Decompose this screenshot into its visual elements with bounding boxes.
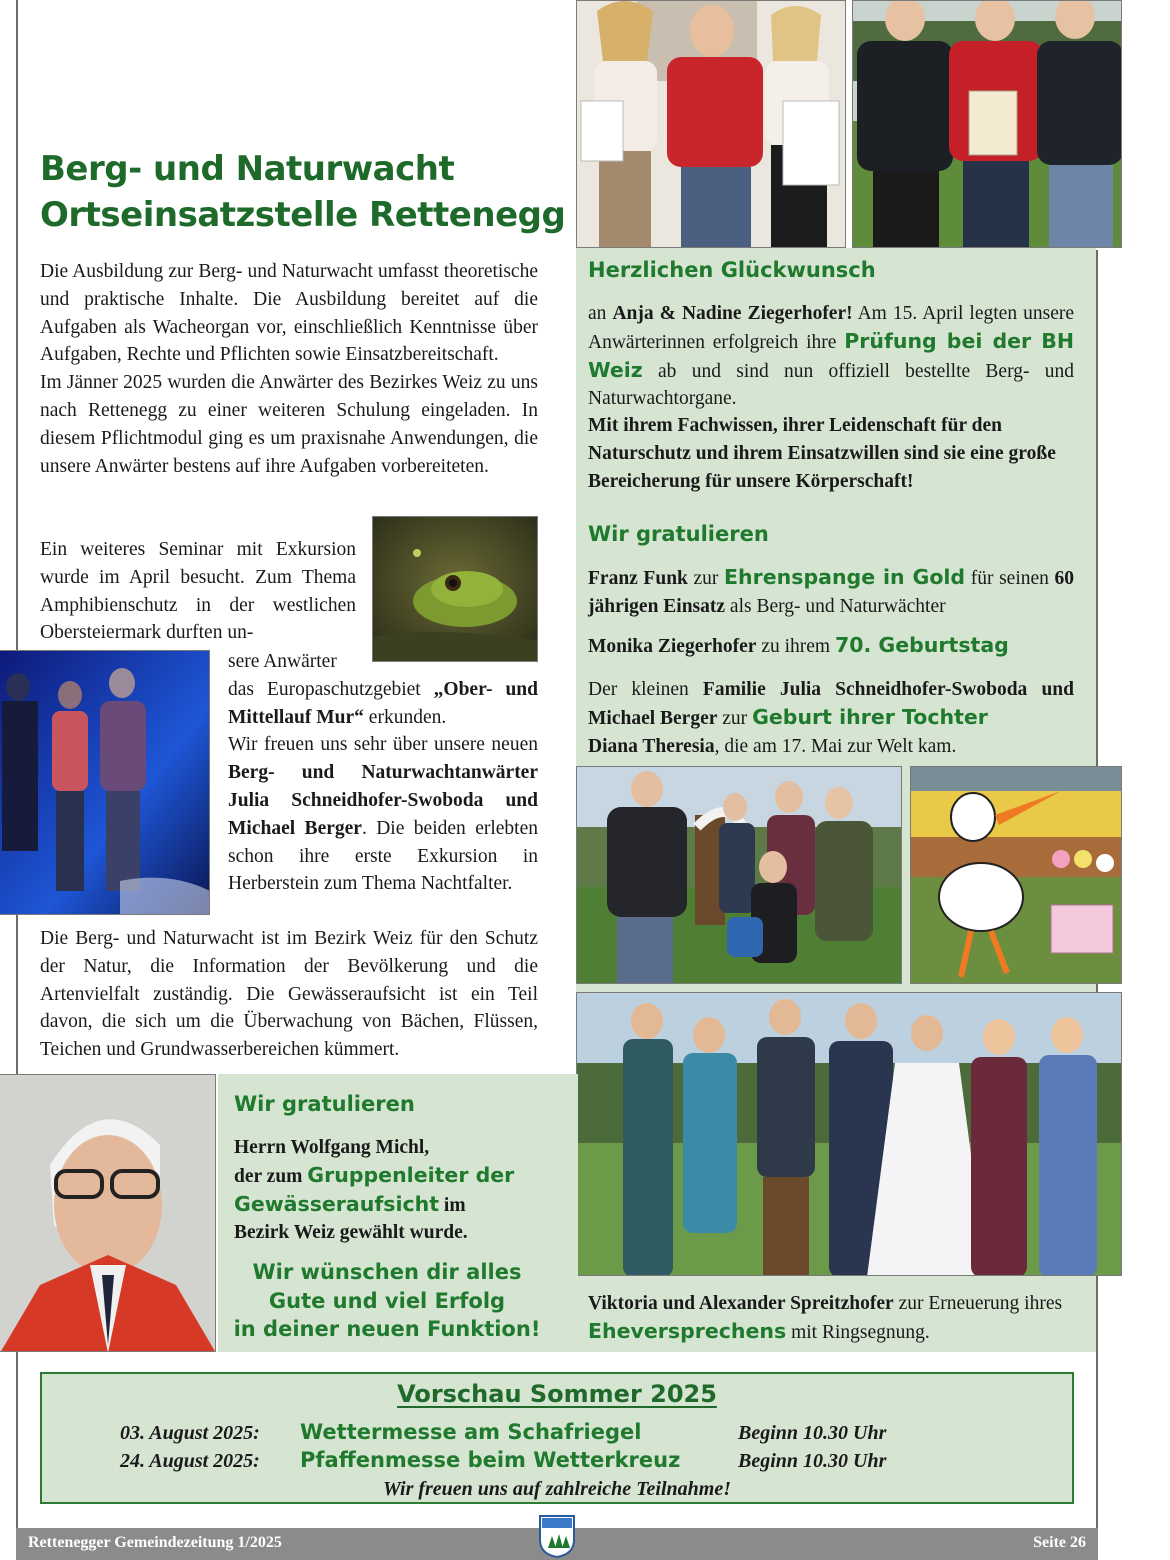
michl-line-2 — [234, 1162, 574, 1220]
monika-b: zu ihrem — [756, 636, 835, 657]
congrats-text-1 — [588, 300, 1074, 413]
monika-highlight: 70. Geburtstag — [834, 633, 1009, 657]
p3-text-b: „Ober- und Mittellauf Mur“ — [228, 678, 538, 728]
wish-line-1: Wir wünschen dir alles — [252, 1260, 522, 1284]
event-name: Pfaffenmesse beim Wetterkreuz — [300, 1448, 681, 1472]
fam-baby-name: Diana Theresia — [588, 735, 715, 757]
t1-names: Anja & Nadine Ziegerhofer! — [612, 303, 853, 324]
title-line-2: Ortseinsatzstelle Rettenegg — [40, 195, 566, 235]
michl-l2-a: der zum — [234, 1165, 308, 1187]
funk-name: Franz Funk — [588, 568, 688, 589]
michl-line-1: Herrn Wolfgang Michl, — [234, 1137, 430, 1158]
funk-c: für seinen — [965, 568, 1055, 589]
wedding-names: Viktoria und Alexander Spreitzhofer — [588, 1293, 894, 1314]
photo-wedding — [576, 992, 1122, 1276]
article-paragraph-4 — [228, 731, 538, 898]
t1-highlight: Prüfung bei der BH Weiz — [588, 328, 1074, 382]
p3-text-c: erkunden. — [363, 706, 447, 728]
funk-years: 60 jährigen Einsatz — [588, 568, 1075, 617]
michl-wishes — [222, 1258, 552, 1344]
p4-text-b: Berg- und Naturwachtanwärter Julia Schneidhofer-Swoboda und Michael Berger — [228, 762, 538, 839]
article-paragraph-3a: Ein weiteres Seminar mit Exkursion wurde im April besucht. Zum Thema Amphibienschutz in der westlichen Obersteiermark durften un- — [40, 539, 356, 644]
event-time: Beginn 10.30 Uhr — [738, 1422, 887, 1444]
preview-summer-box — [40, 1372, 1074, 1504]
michl-text — [234, 1134, 574, 1247]
t1-d: ab und sind nun offiziell bestellte Berg- und Naturwachtorgane. — [588, 360, 1074, 410]
congrats-monika — [588, 632, 1074, 661]
congrats-wedding — [588, 1290, 1074, 1347]
article-paragraph-3c — [228, 676, 538, 732]
preview-event-row — [42, 1450, 1072, 1478]
article-paragraph-1: Die Ausbildung zur Berg- und Naturwacht umfasst theoretische und praktische Inhalte. Die Ausbildung bereitet auf die Aufgaben als Wacheorgan vor, einschließlich Kenntnisse über Aufgaben, Rechte und Pflichten sowie Einsatzbereitschaft. — [40, 261, 538, 366]
michl-l2-b: im — [439, 1194, 466, 1216]
article-paragraph-5: Die Berg- und Naturwacht ist im Bezirk Weiz für den Schutz der Natur, die Information der Bevölkerung und die Artenvielfalt zuständig. Die Gewässeraufsicht ist ein Teil davon, die sich um die Überwachung von Bächen, Flüssen, Teichen und Grundwasserbereichen kümmert. — [40, 928, 538, 1061]
wish-line-3: in deiner neuen Funktion! — [233, 1317, 541, 1341]
fam-names: Familie Julia Schneidhofer-Swoboda und Michael Berger — [588, 679, 1074, 729]
monika-name: Monika Ziegerhofer — [588, 636, 757, 657]
paragraph-3b-text: sere Anwärter — [228, 651, 337, 672]
article-paragraph-3-part1 — [40, 536, 356, 647]
michl-highlight: Gruppenleiter der Gewässeraufsicht — [234, 1162, 515, 1216]
congrats-family — [588, 676, 1074, 760]
congrats-funk — [588, 564, 1074, 621]
event-date: 24. August 2025: — [120, 1450, 260, 1472]
funk-highlight: Ehrenspange in Gold — [724, 565, 966, 589]
t1-a: an — [588, 303, 613, 324]
p4-text-c: . Die beiden erlebten schon ihre erste Exkursion in Herberstein zum Thema Nachtfalter. — [228, 817, 538, 895]
wedding-c: mit Ringsegnung. — [786, 1321, 930, 1343]
footer-page-number: Seite 26 — [1033, 1534, 1086, 1551]
congrats-text-2: Mit ihrem Fachwissen, ihrer Leidenschaft für den Naturschutz und ihrem Einsatzwillen sind sie eine große Bereicherung für unsere Körperschaft! — [588, 415, 1056, 492]
photo-stork-sign — [910, 766, 1122, 984]
preview-title-text: Vorschau Sommer 2025 — [397, 1380, 717, 1408]
fam-e: , die am 17. Mai zur Welt kam. — [714, 735, 957, 757]
municipality-crest-icon — [538, 1514, 576, 1558]
p4-text-a: Wir freuen uns sehr über unsere neuen — [228, 734, 538, 756]
photo-award-group-2 — [852, 0, 1122, 248]
preview-title — [42, 1380, 1072, 1408]
event-time: Beginn 10.30 Uhr — [738, 1450, 887, 1472]
article-intro — [40, 258, 538, 480]
congrats-heading: Herzlichen Glückwunsch — [588, 258, 876, 282]
fam-highlight: Geburt ihrer Tochter — [752, 704, 988, 729]
article-title — [40, 146, 570, 238]
photo-wolfgang-michl — [0, 1074, 216, 1352]
article-paragraph-5-block — [40, 925, 538, 1064]
event-date: 03. August 2025: — [120, 1422, 260, 1444]
photo-night-excursion — [0, 650, 210, 915]
article-paragraph-2: Im Jänner 2025 wurden die Anwärter des Bezirkes Weiz zu uns nach Rettenegg zu einer weiteren Schulung eingeladen. In diesem Pflichtmodul ging es um praxisnahe Anwendungen, die unsere Anwärter bestens auf ihre Aufgaben vorbereiteten. — [40, 372, 538, 477]
fam-c: zur — [717, 707, 753, 729]
t1-c: Am 15. April legten unsere Anwärterinnen erfolgreich ihre — [588, 303, 1074, 353]
michl-heading: Wir gratulieren — [234, 1092, 415, 1116]
article-right-column — [228, 648, 538, 898]
funk-e: als Berg- und Naturwächter — [725, 595, 946, 617]
photo-award-group-1 — [576, 0, 846, 248]
footer-publication: Rettenegger Gemeindezeitung 1/2025 — [28, 1534, 282, 1551]
p3-text-a: das Europaschutzgebiet — [228, 678, 434, 700]
fam-a: Der kleinen — [588, 679, 703, 700]
event-name: Wettermesse am Schafriegel — [300, 1420, 642, 1444]
michl-line-3: Bezirk Weiz gewählt wurde. — [234, 1222, 468, 1244]
photo-frog — [372, 516, 538, 662]
wedding-highlight: Eheversprechens — [588, 1318, 787, 1343]
funk-b: zur — [687, 568, 725, 589]
preview-event-row — [42, 1422, 1072, 1450]
photo-family-stork — [576, 766, 902, 984]
wedding-b: zur Erneuerung ihres — [893, 1293, 1063, 1314]
title-line-1: Berg- und Naturwacht — [40, 149, 455, 189]
preview-footer-text: Wir freuen uns auf zahlreiche Teilnahme! — [382, 1478, 732, 1500]
wish-line-2: Gute und viel Erfolg — [268, 1288, 506, 1313]
congrats-heading-2: Wir gratulieren — [588, 522, 769, 546]
